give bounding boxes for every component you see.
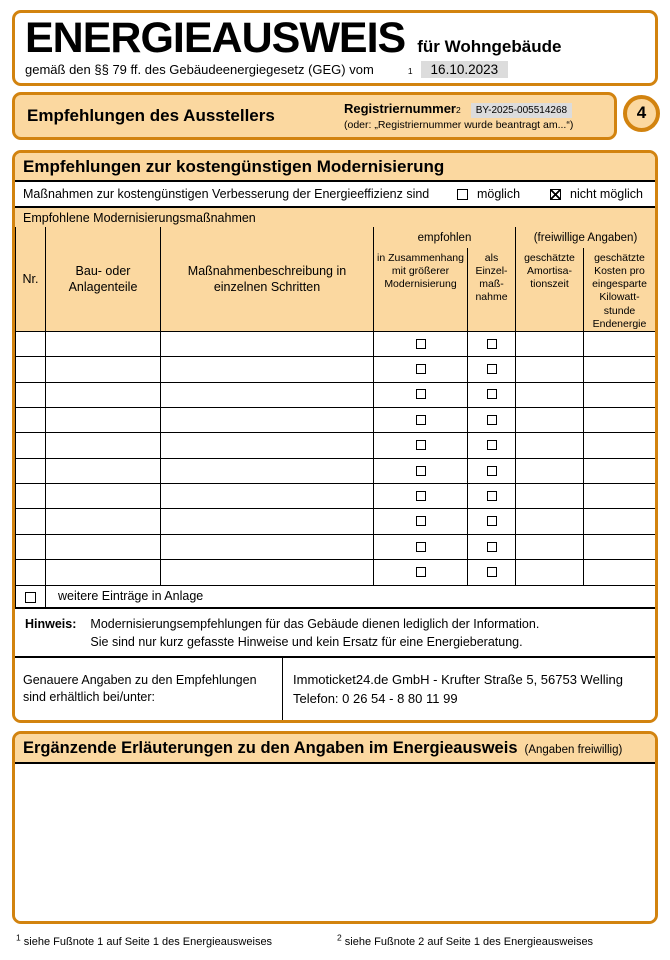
col-header-single-measure: als Einzel-maß-nahme	[468, 248, 516, 331]
measure-description-cell[interactable]	[161, 458, 374, 483]
measure-description-cell[interactable]	[161, 382, 374, 407]
measure-description-cell[interactable]	[161, 484, 374, 509]
issue-date-value: 16.10.2023	[421, 61, 509, 78]
measure-with-modernization-cell	[374, 458, 468, 483]
measure-description-cell[interactable]	[161, 560, 374, 585]
measure-row	[16, 357, 656, 382]
with-modernization-checkbox[interactable]	[416, 415, 426, 425]
measure-costs-cell[interactable]	[584, 433, 656, 458]
registration-alt-text: (oder: „Registriernummer wurde beantragt am...“)	[344, 119, 574, 132]
single-measure-checkbox[interactable]	[487, 516, 497, 526]
efficiency-statement: Maßnahmen zur kostengünstigen Verbesserung der Energieeffizienz sind	[23, 187, 430, 201]
more-entries-checkbox-cell	[16, 585, 46, 608]
single-measure-checkbox[interactable]	[487, 567, 497, 577]
measure-nr-cell[interactable]	[16, 433, 46, 458]
measure-with-modernization-cell	[374, 509, 468, 534]
issuer-section-title: Empfehlungen des Ausstellers	[27, 106, 275, 125]
measure-costs-cell[interactable]	[584, 458, 656, 483]
measure-single-measure-cell	[468, 458, 516, 483]
possible-label: möglich	[476, 187, 521, 201]
measure-component-cell[interactable]	[46, 560, 161, 585]
measure-row	[16, 509, 656, 534]
measure-description-cell[interactable]	[161, 357, 374, 382]
measure-nr-cell[interactable]	[16, 331, 46, 356]
measure-row	[16, 560, 656, 585]
measure-costs-cell[interactable]	[584, 484, 656, 509]
measure-component-cell[interactable]	[46, 484, 161, 509]
measure-row	[16, 382, 656, 407]
measure-single-measure-cell	[468, 433, 516, 458]
measure-description-cell[interactable]	[161, 534, 374, 559]
with-modernization-checkbox[interactable]	[416, 516, 426, 526]
page-title: ENERGIEAUSWEIS	[25, 14, 406, 62]
registration-number-value: BY-2025-005514268	[471, 103, 572, 119]
measure-nr-cell[interactable]	[16, 357, 46, 382]
col-header-nr: Nr.	[16, 227, 46, 331]
measure-costs-cell[interactable]	[584, 331, 656, 356]
measure-costs-cell[interactable]	[584, 382, 656, 407]
measure-nr-cell[interactable]	[16, 407, 46, 432]
more-entries-row	[16, 585, 656, 608]
measure-amortization-cell[interactable]	[516, 560, 584, 585]
measure-with-modernization-cell	[374, 382, 468, 407]
measure-amortization-cell[interactable]	[516, 357, 584, 382]
measure-amortization-cell[interactable]	[516, 534, 584, 559]
not-possible-label: nicht möglich	[570, 187, 643, 201]
measure-component-cell[interactable]	[46, 331, 161, 356]
note-label: Hinweis:	[25, 617, 77, 632]
measure-component-cell[interactable]	[46, 509, 161, 534]
measure-row	[16, 433, 656, 458]
measure-amortization-cell[interactable]	[516, 458, 584, 483]
measure-component-cell[interactable]	[46, 534, 161, 559]
measure-costs-cell[interactable]	[584, 407, 656, 432]
measure-with-modernization-cell	[374, 534, 468, 559]
col-header-amortization: geschätzte Amortisa-tionszeit	[516, 248, 584, 331]
col-header-costs: geschätzte Kosten pro eingesparte Kilowatt-stunde Endenergie	[584, 248, 656, 331]
measure-nr-cell[interactable]	[16, 560, 46, 585]
footnote-2: $^2$ siehe Fußnote 2 auf Seite 1 des Energieausweises	[337, 932, 594, 948]
measure-with-modernization-cell	[374, 433, 468, 458]
measure-amortization-cell[interactable]	[516, 484, 584, 509]
measure-nr-cell[interactable]	[16, 458, 46, 483]
measures-table-caption: Empfohlene Modernisierungsmaßnahmen	[15, 208, 655, 227]
single-measure-checkbox[interactable]	[487, 364, 497, 374]
single-measure-checkbox[interactable]	[487, 440, 497, 450]
measure-row	[16, 331, 656, 356]
more-entries-checkbox[interactable]	[25, 592, 36, 603]
note-row	[15, 609, 655, 658]
details-value	[283, 658, 655, 720]
registration-block: Registriernummer 2 BY-2025-005514268 (oder: „Registriernummer wurde beantragt am...“)	[344, 100, 606, 133]
supplement-section	[12, 731, 658, 924]
with-modernization-checkbox[interactable]	[416, 567, 426, 577]
supplement-empty-area[interactable]	[15, 764, 655, 921]
measure-single-measure-cell	[468, 331, 516, 356]
with-modernization-checkbox[interactable]	[416, 364, 426, 374]
not-possible-checkbox[interactable]	[550, 189, 561, 200]
possible-checkbox[interactable]	[457, 189, 468, 200]
measure-single-measure-cell	[468, 407, 516, 432]
measure-nr-cell[interactable]	[16, 534, 46, 559]
measures-table	[15, 227, 656, 609]
issuer-company: Immoticket24.de GmbH - Krufter Straße 5, 56753 Welling	[293, 672, 623, 688]
measure-with-modernization-cell	[374, 407, 468, 432]
note-line-2: Sie sind nur kurz gefasste Hinweise und kein Ersatz für eine Energieberatung.	[90, 635, 523, 650]
measure-amortization-cell[interactable]	[516, 407, 584, 432]
measure-amortization-cell[interactable]	[516, 331, 584, 356]
measure-component-cell[interactable]	[46, 407, 161, 432]
footnote-1: $^1$ siehe Fußnote 1 auf Seite 1 des Energieausweises	[16, 932, 273, 948]
with-modernization-checkbox[interactable]	[416, 542, 426, 552]
measure-description-cell[interactable]	[161, 433, 374, 458]
measure-description-cell[interactable]	[161, 509, 374, 534]
measure-amortization-cell[interactable]	[516, 509, 584, 534]
with-modernization-checkbox[interactable]	[416, 491, 426, 501]
measure-row	[16, 534, 656, 559]
measure-nr-cell[interactable]	[16, 509, 46, 534]
col-header-with-modernization: in Zusammenhang mit größerer Modernisierung	[374, 248, 468, 331]
with-modernization-checkbox[interactable]	[416, 339, 426, 349]
with-modernization-checkbox[interactable]	[416, 440, 426, 450]
measure-row	[16, 484, 656, 509]
measure-single-measure-cell	[468, 509, 516, 534]
supplement-title-suffix: (Angaben freiwillig)	[524, 744, 623, 756]
measure-component-cell[interactable]	[46, 382, 161, 407]
note-line-1: Modernisierungsempfehlungen für das Gebäude dienen lediglich der Information.	[90, 617, 540, 632]
single-measure-checkbox[interactable]	[487, 466, 497, 476]
modernization-section	[12, 150, 658, 723]
measure-with-modernization-cell	[374, 357, 468, 382]
registration-number-label: Registriernummer	[344, 100, 456, 116]
measure-single-measure-cell	[468, 560, 516, 585]
measure-component-cell[interactable]	[46, 357, 161, 382]
with-modernization-checkbox[interactable]	[416, 466, 426, 476]
measure-costs-cell[interactable]	[584, 534, 656, 559]
issuer-phone: Telefon: 0 26 54 - 8 80 11 99	[293, 691, 458, 707]
measure-with-modernization-cell	[374, 331, 468, 356]
measure-single-measure-cell	[468, 357, 516, 382]
col-group-recommended: empfohlen	[374, 227, 516, 248]
single-measure-checkbox[interactable]	[487, 389, 497, 399]
more-entries-label: weitere Einträge in Anlage	[46, 585, 656, 608]
measure-description-cell[interactable]	[161, 407, 374, 432]
measure-amortization-cell[interactable]	[516, 382, 584, 407]
single-measure-checkbox[interactable]	[487, 415, 497, 425]
measure-with-modernization-cell	[374, 560, 468, 585]
legal-subtitle: gemäß den §§ 79 ff. des Gebäudeenergiegesetz (GEG) vom	[25, 62, 374, 78]
measure-row	[16, 458, 656, 483]
col-group-voluntary: (freiwillige Angaben)	[516, 227, 656, 248]
col-header-component: Bau- oder Anlagenteile	[46, 227, 161, 331]
details-label: Genauere Angaben zu den Empfehlungen sind erhältlich bei/unter:	[15, 658, 283, 720]
measure-costs-cell[interactable]	[584, 560, 656, 585]
single-measure-checkbox[interactable]	[487, 542, 497, 552]
measure-component-cell[interactable]	[46, 433, 161, 458]
modernization-section-title: Empfehlungen zur kostengünstigen Modernisierung	[15, 153, 655, 182]
note-text	[90, 615, 539, 651]
measure-single-measure-cell	[468, 534, 516, 559]
with-modernization-checkbox[interactable]	[416, 389, 426, 399]
document-header: ENERGIEAUSWEIS für Wohngebäude gemäß den §§ 79 ff. des Gebäudeenergiegesetz (GEG) vom 1 16.10.2023	[12, 10, 658, 86]
measure-row	[16, 407, 656, 432]
measure-costs-cell[interactable]	[584, 357, 656, 382]
measure-costs-cell[interactable]	[584, 509, 656, 534]
supplement-title: Ergänzende Erläuterungen zu den Angaben im Energieausweis	[23, 739, 518, 757]
col-header-description: Maßnahmenbeschreibung in einzelnen Schritten	[161, 227, 374, 331]
measure-single-measure-cell	[468, 484, 516, 509]
single-measure-checkbox[interactable]	[487, 491, 497, 501]
issuer-section-bar	[12, 92, 617, 140]
efficiency-possible-row	[15, 182, 655, 208]
page-title-suffix: für Wohngebäude	[417, 37, 562, 56]
measure-single-measure-cell	[468, 382, 516, 407]
measure-nr-cell[interactable]	[16, 382, 46, 407]
details-row	[15, 658, 655, 720]
measure-description-cell[interactable]	[161, 331, 374, 356]
single-measure-checkbox[interactable]	[487, 339, 497, 349]
page-number-badge: 4	[623, 95, 660, 132]
measure-amortization-cell[interactable]	[516, 433, 584, 458]
measures-table-body	[16, 331, 656, 585]
measure-component-cell[interactable]	[46, 458, 161, 483]
measure-nr-cell[interactable]	[16, 484, 46, 509]
measure-with-modernization-cell	[374, 484, 468, 509]
